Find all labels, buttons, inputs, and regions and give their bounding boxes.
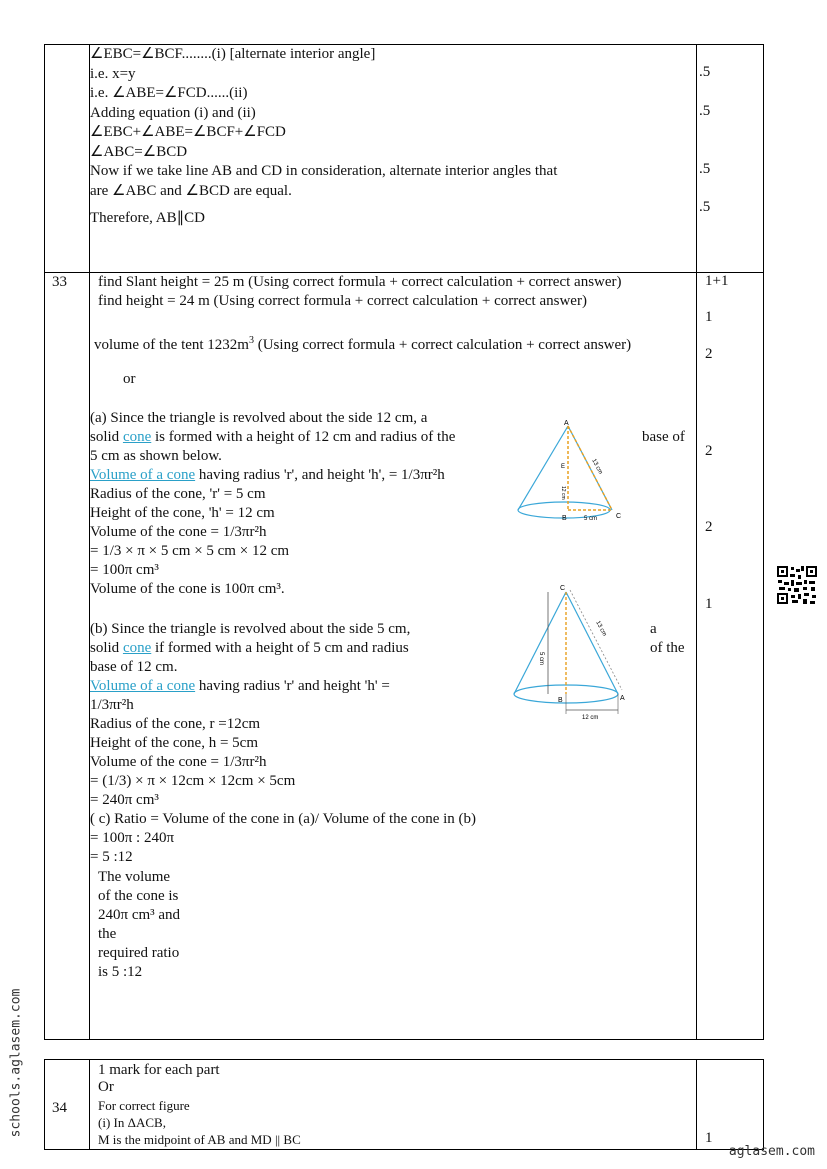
q33a-line: (a) Since the triangle is revolved about the side 12 cm, a [90, 410, 428, 426]
cone-a-label-slant: 13 cm [590, 458, 604, 476]
q33a-text: solid [90, 429, 123, 445]
q33b-line [90, 677, 390, 696]
cone-b-slant [570, 590, 622, 690]
q33a-line: Volume of the cone = 1/3πr²h [90, 524, 267, 540]
q33b-line: = (1/3) × π × 12cm × 12cm × 5cm [90, 773, 296, 789]
q33b-text: solid [90, 640, 123, 656]
q33a-line [90, 466, 445, 485]
q32-mark: .5 [699, 103, 711, 119]
cone-a-label-e: E [561, 464, 566, 470]
q33c-line: The volume [98, 869, 171, 885]
q32-line: ∠EBC+∠ABE=∠BCF+∠FCD [90, 124, 286, 140]
q33-mark: 1 [705, 596, 713, 612]
q33c-line: is 5 :12 [98, 964, 143, 980]
q33-volume-sup: 3 [248, 335, 254, 346]
q33a-base-of: base of [642, 429, 685, 445]
q33b-line [90, 639, 409, 658]
q33-volume [94, 331, 631, 355]
cone-a-label-c: C [616, 513, 622, 520]
q32-mark: .5 [699, 161, 711, 177]
q33b-line: Radius of the cone, r =12cm [90, 716, 261, 732]
q33-volume-text: volume of the tent 1232m [94, 337, 249, 353]
side-watermark [6, 965, 26, 1160]
q33-mark: 1+1 [705, 273, 729, 289]
cone-figure-b [508, 582, 633, 722]
q33b-line: = 240π cm³ [90, 792, 159, 808]
q33c-line: the [98, 926, 117, 942]
cone-b-label-c: C [560, 585, 566, 592]
q33b-a: a [650, 621, 657, 637]
q34-line: M is the midpoint of AB and MD || BC [98, 1132, 301, 1147]
q33a-line: 5 cm as shown below. [90, 448, 222, 464]
q33-slant-height: find Slant height = 25 m (Using correct formula + correct calculation + correct answer) [98, 274, 622, 290]
cone-link[interactable]: cone [122, 640, 152, 656]
q33-mark: 2 [705, 519, 713, 535]
cone-figure-a [516, 416, 636, 528]
cone-b-label-height: 5 cm [538, 652, 544, 666]
q33b-text: if formed with a height of 5 cm and radius [151, 640, 409, 656]
q33a-line [90, 428, 455, 447]
q33a-line: Height of the cone, 'h' = 12 cm [90, 505, 275, 521]
cone-a-label-radius: 5 cm [584, 516, 598, 522]
q32-mark: .5 [699, 199, 711, 215]
volume-of-cone-link[interactable]: Volume of a cone [90, 467, 196, 483]
cone-a-label-b: B [562, 515, 567, 522]
volume-of-cone-link[interactable]: Volume of a cone [90, 678, 196, 694]
q33b-line: base of 12 cm. [90, 659, 178, 675]
cone-a-label-height: 12 cm [560, 486, 566, 500]
q34-line: 1 mark for each part [98, 1062, 220, 1078]
q33b-line: Volume of the cone = 1/3πr²h [90, 754, 267, 770]
q33c-line: 240π cm³ and [98, 907, 181, 923]
q32-line: are ∠ABC and ∠BCD are equal. [90, 183, 292, 199]
cone-b-label-b: B [558, 697, 563, 704]
q33a-text: having radius 'r', and height 'h', = 1/3πr²h [195, 467, 445, 483]
cone-b-label-a: A [620, 695, 625, 702]
cone-a-label-a: A [564, 420, 569, 427]
q32-line: i.e. x=y [90, 66, 136, 82]
q33-height: find height = 24 m (Using correct formula + correct calculation + correct answer) [98, 293, 587, 309]
q34-line: (i) In ΔACB, [98, 1115, 166, 1130]
q33b-line: Height of the cone, h = 5cm [90, 735, 258, 751]
q34-line: For correct figure [98, 1098, 190, 1113]
q33-volume-note: (Using correct formula + correct calculation + correct answer) [253, 337, 632, 353]
side-watermark-text: schools.aglasem.com [8, 988, 24, 1137]
q33-mark: 2 [705, 346, 713, 362]
cone-link[interactable]: cone [122, 429, 152, 445]
q33a-text: is formed with a height of 12 cm and radius of the [151, 429, 456, 445]
q33c-line: = 5 :12 [90, 849, 133, 865]
q33b-line: 1/3πr²h [90, 697, 134, 713]
cone-b-label-radius: 12 cm [582, 715, 599, 721]
q33c-line: required ratio [98, 945, 180, 961]
question-number-34: 34 [52, 1100, 67, 1116]
q34-line: Or [98, 1079, 114, 1095]
q34-mark: 1 [705, 1130, 713, 1146]
cone-b-right-edge [566, 592, 618, 694]
question-number-33: 33 [52, 274, 67, 290]
cone-b-label-slant: 13 cm [594, 620, 608, 638]
q33-mark: 2 [705, 443, 713, 459]
q33b-of-the: of the [650, 640, 685, 656]
q33b-line: (b) Since the triangle is revolved about the side 5 cm, [90, 621, 411, 637]
q33b-text: having radius 'r' and height 'h' = [195, 678, 390, 694]
q32-line: i.e. ∠ABE=∠FCD......(ii) [90, 85, 248, 101]
q33a-line: Volume of the cone is 100π cm³. [90, 581, 285, 597]
q33a-line: Radius of the cone, 'r' = 5 cm [90, 486, 266, 502]
footer-watermark: aglasem.com [728, 1144, 815, 1159]
qr-code-icon [776, 565, 818, 605]
q32-line: Now if we take line AB and CD in consideration, alternate interior angles that [90, 163, 558, 179]
q32-line: ∠EBC=∠BCF........(i) [alternate interior angle] [90, 46, 376, 62]
cone-b-left-edge [514, 592, 566, 694]
q32-line: Adding equation (i) and (ii) [90, 105, 256, 121]
q33a-line: = 1/3 × π × 5 cm × 5 cm × 12 cm [90, 543, 290, 559]
q33a-line: = 100π cm³ [90, 562, 159, 578]
q33-or: or [123, 371, 136, 387]
q32-line: Therefore, AB∥CD [90, 210, 205, 226]
q33-mark: 1 [705, 309, 713, 325]
q33c-line: of the cone is [98, 888, 179, 904]
q33c-line: ( c) Ratio = Volume of the cone in (a)/ Volume of the cone in (b) [90, 811, 477, 827]
q32-line: ∠ABC=∠BCD [90, 144, 188, 160]
q33c-line: = 100π : 240π [90, 830, 175, 846]
q32-mark: .5 [699, 64, 711, 80]
